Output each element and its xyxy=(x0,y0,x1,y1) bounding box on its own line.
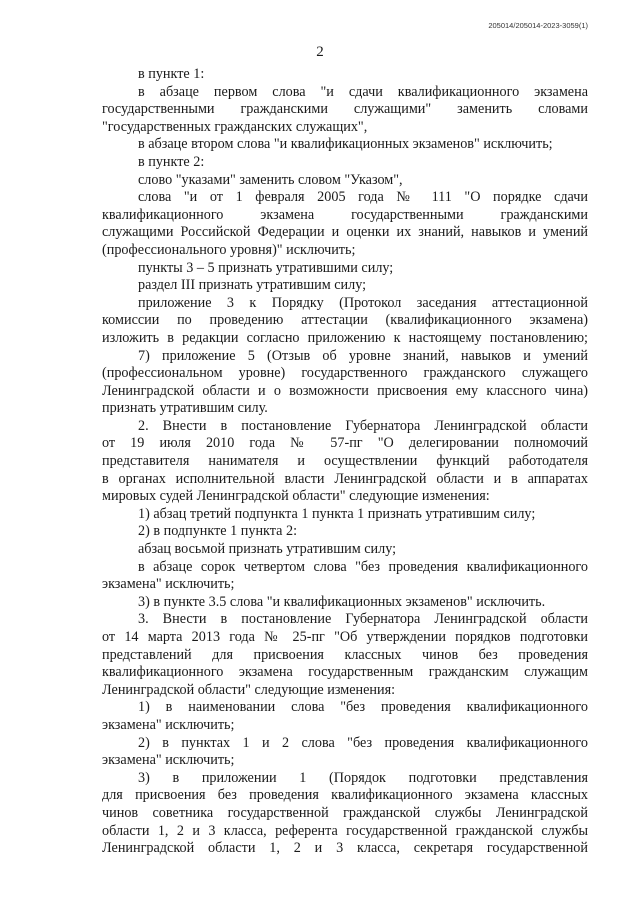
text-line: экзамена" исключить; xyxy=(102,576,235,593)
text-line: в абзаце сорок четвертом слова "без проведения квалификационного xyxy=(138,558,588,575)
text-line: пункты 3 – 5 признать утратившими силу; xyxy=(138,259,394,276)
text-line: в пункте 1: xyxy=(138,66,205,82)
text-line: квалификационного экзамена государственными гражданскими xyxy=(102,206,588,223)
text-line: (профессиональном уровне) государственного гражданского служащего xyxy=(102,365,588,382)
text-line: представителя нанимателя и осуществлении функций работодателя xyxy=(102,453,588,470)
text-line: представлений для присвоения классных чинов без проведения xyxy=(102,646,588,663)
text-line: (профессионального уровня)" исключить; xyxy=(102,241,356,258)
text-line: экзамена" исключить; xyxy=(102,752,235,769)
text-line: мировых судей Ленинградской области" следующие изменения: xyxy=(102,488,490,505)
text-line: чинов советника государственной гражданской службы Ленинградской xyxy=(102,804,588,821)
text-line: 2) в подпункте 1 пункта 2: xyxy=(138,523,298,540)
text-line: в органах исполнительной власти Ленинградской области и в аппаратах xyxy=(102,470,588,487)
text-line: абзац восьмой признать утратившим силу; xyxy=(138,541,397,558)
document-id: 205014/205014-2023-3059(1) xyxy=(488,21,588,30)
text-line: от 14 марта 2013 года № 25-пг "Об утверждении порядков подготовки xyxy=(102,629,588,645)
text-line: Ленинградской области 1, 2 и 3 класса, секретаря государственной xyxy=(102,840,588,857)
text-line: признать утратившим силу. xyxy=(102,400,268,417)
text-line: изложить в редакции согласно приложению к настоящему постановлению; xyxy=(102,329,588,346)
text-line: комиссии по проведению аттестации (квалификационного экзамена) xyxy=(102,312,588,329)
page-number: 2 xyxy=(316,44,324,60)
text-line: приложение 3 к Порядку (Протокол заседания аттестационной xyxy=(138,294,588,311)
text-line: 1) в наименовании слова "без проведения квалификационного xyxy=(138,699,588,716)
document-body xyxy=(102,66,588,858)
text-line: в абзаце первом слова "и сдачи квалификационного экзамена xyxy=(138,83,588,100)
text-line: области 1, 2 и 3 класса, референта государственной гражданской службы xyxy=(102,822,588,839)
text-line: слова "и от 1 февраля 2005 года № 111 "О порядке сдачи xyxy=(138,189,588,206)
text-line: государственными гражданскими служащими" заменить словами xyxy=(102,101,588,118)
text-line: Ленинградской области и о возможности присвоения ему классного чина) xyxy=(102,382,588,399)
text-line: 3) в пункте 3.5 слова "и квалификационных экзаменов" исключить. xyxy=(138,593,546,610)
text-line: слово "указами" заменить словом "Указом", xyxy=(138,171,403,188)
text-line: 1) абзац третий подпункта 1 пункта 1 признать утратившим силу; xyxy=(138,505,536,522)
text-line: 2. Внести в постановление Губернатора Ленинградской области xyxy=(138,417,588,434)
text-line: для присвоения без проведения квалификационного экзамена классных xyxy=(102,787,588,804)
text-line: 7) приложение 5 (Отзыв об уровне знаний, навыков и умений xyxy=(138,347,588,364)
text-line: Ленинградской области" следующие изменения: xyxy=(102,681,396,698)
text-line: "государственных гражданских служащих", xyxy=(102,118,368,135)
text-line: квалификационного экзамена государственным гражданским служащим xyxy=(102,664,588,681)
text-line: 3. Внести в постановление Губернатора Ленинградской области xyxy=(138,611,588,628)
text-line: экзамена" исключить; xyxy=(102,716,235,733)
text-line: раздел III признать утратившим силу; xyxy=(138,277,367,294)
text-line: от 19 июля 2010 года № 57-пг "О делегировании полномочий xyxy=(102,435,588,452)
text-line: в абзаце втором слова "и квалификационных экзаменов" исключить; xyxy=(138,136,553,153)
text-line: 2) в пунктах 1 и 2 слова "без проведения квалификационного xyxy=(138,734,588,751)
text-line: служащими Российской Федерации и оценки их знаний, навыков и умений xyxy=(102,224,588,241)
text-line: в пункте 2: xyxy=(138,153,205,170)
text-line: 3) в приложении 1 (Порядок подготовки представления xyxy=(138,769,588,786)
